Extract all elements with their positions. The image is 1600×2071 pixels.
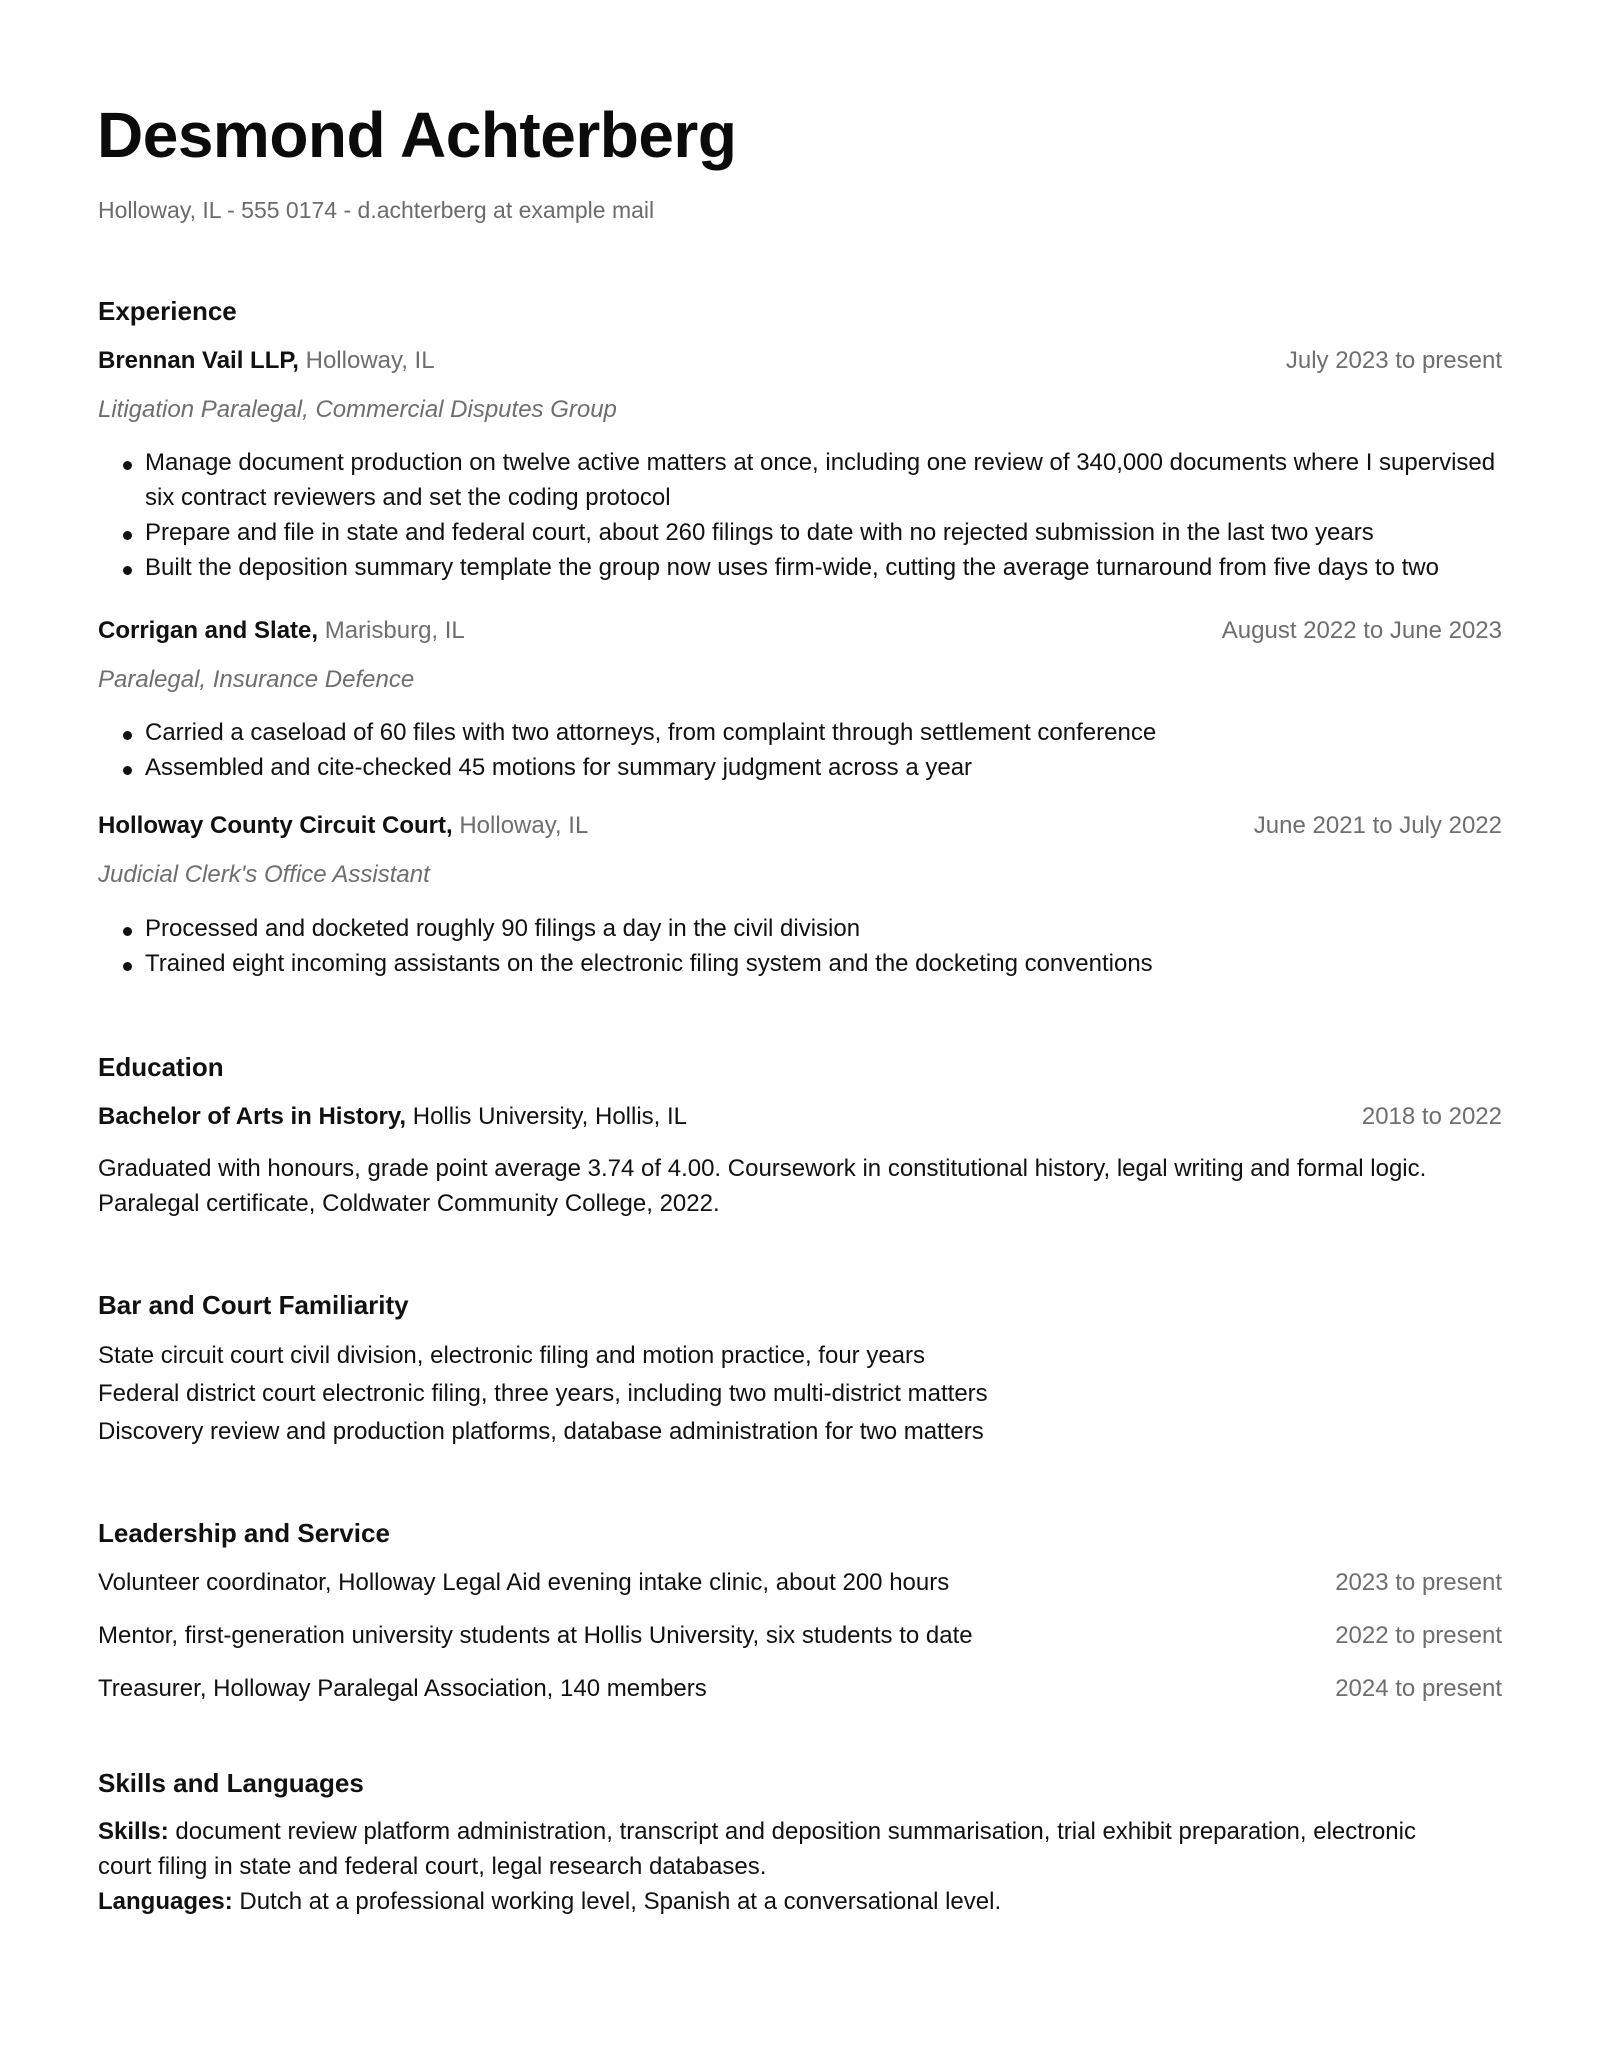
employer-name: Brennan Vail LLP, (98, 347, 299, 374)
education-detail: Paralegal certificate, Coldwater Community College, 2022. (98, 1190, 720, 1217)
employer-location: Holloway, IL (459, 812, 589, 839)
job-bullet: Trained eight incoming assistants on the electronic filing system and the docketing conventions (145, 950, 1153, 977)
bullet-dot (123, 766, 132, 775)
section-title-bar-court: Bar and Court Familiarity (98, 1290, 409, 1320)
degree-name: Bachelor of Arts in History, (98, 1103, 407, 1130)
job-bullet: Built the deposition summary template the group now uses firm-wide, cutting the average turnaround from five days to two (145, 554, 1439, 581)
job-dates: June 2021 to July 2022 (1253, 812, 1502, 839)
candidate-name: Desmond Achterberg (97, 99, 737, 171)
skills-label: Skills: (98, 1818, 169, 1845)
job-role: Judicial Clerk's Office Assistant (98, 861, 430, 888)
leadership-item: Treasurer, Holloway Paralegal Association, 140 members (98, 1675, 707, 1702)
job-bullet: Processed and docketed roughly 90 filings a day in the civil division (145, 915, 861, 942)
skills-line (98, 1818, 1416, 1846)
job-bullet: Assembled and cite-checked 45 motions for summary judgment across a year (145, 754, 973, 781)
employer-name: Holloway County Circuit Court, (98, 812, 453, 839)
section-title-skills: Skills and Languages (98, 1768, 364, 1798)
employer-location: Marisburg, IL (324, 617, 465, 644)
education-detail: Graduated with honours, grade point average 3.74 of 4.00. Coursework in constitutional history, legal writing and formal logic. (98, 1155, 1427, 1182)
bar-court-item: Discovery review and production platforms, database administration for two matters (98, 1418, 984, 1445)
section-title-experience: Experience (98, 296, 237, 326)
job-bullet: Prepare and file in state and federal court, about 260 filings to date with no rejected submission in the last two years (145, 519, 1374, 546)
leadership-dates: 2023 to present (1335, 1569, 1502, 1596)
bullet-dot (123, 731, 132, 740)
job-bullet: Carried a caseload of 60 files with two attorneys, from complaint through settlement conference (145, 719, 1157, 746)
bullet-dot (123, 927, 132, 936)
job-role: Litigation Paralegal, Commercial Disputes Group (98, 396, 617, 423)
employer-location: Holloway, IL (305, 347, 435, 374)
leadership-dates: 2024 to present (1335, 1675, 1502, 1702)
languages-label: Languages: (98, 1888, 233, 1915)
school-name: Hollis University, Hollis, IL (412, 1103, 688, 1130)
job-role: Paralegal, Insurance Defence (98, 666, 415, 693)
job-heading (98, 617, 465, 645)
bullet-dot (123, 461, 132, 470)
job-heading (98, 347, 435, 375)
leadership-dates: 2022 to present (1335, 1622, 1502, 1649)
section-title-leadership: Leadership and Service (98, 1518, 390, 1548)
job-bullet: Manage document production on twelve active matters at once, including one review of 340,000 documents where I supervised (145, 449, 1496, 476)
skills-text: document review platform administration, transcript and deposition summarisation, trial exhibit preparation, electronic (175, 1818, 1416, 1845)
languages-line (98, 1888, 1001, 1916)
job-dates: August 2022 to June 2023 (1221, 617, 1502, 644)
job-bullet-continuation: six contract reviewers and set the coding protocol (145, 484, 671, 511)
bar-court-item: Federal district court electronic filing, three years, including two multi-district matters (98, 1380, 988, 1407)
skills-line-continuation: court filing in state and federal court, legal research databases. (98, 1853, 767, 1880)
job-dates: July 2023 to present (1285, 347, 1502, 374)
bar-court-item: State circuit court civil division, electronic filing and motion practice, four years (98, 1342, 926, 1369)
education-heading (98, 1103, 687, 1131)
leadership-item: Mentor, first-generation university students at Hollis University, six students to date (98, 1622, 973, 1649)
contact-line: Holloway, IL - 555 0174 - d.achterberg at example mail (98, 197, 655, 223)
job-heading (98, 812, 588, 840)
leadership-item: Volunteer coordinator, Holloway Legal Aid evening intake clinic, about 200 hours (98, 1569, 950, 1596)
bullet-dot (123, 531, 132, 540)
education-dates: 2018 to 2022 (1361, 1103, 1502, 1130)
languages-text: Dutch at a professional working level, Spanish at a conversational level. (239, 1888, 1002, 1915)
bullet-dot (123, 566, 132, 575)
section-title-education: Education (98, 1052, 224, 1082)
bullet-dot (123, 962, 132, 971)
employer-name: Corrigan and Slate, (98, 617, 319, 644)
